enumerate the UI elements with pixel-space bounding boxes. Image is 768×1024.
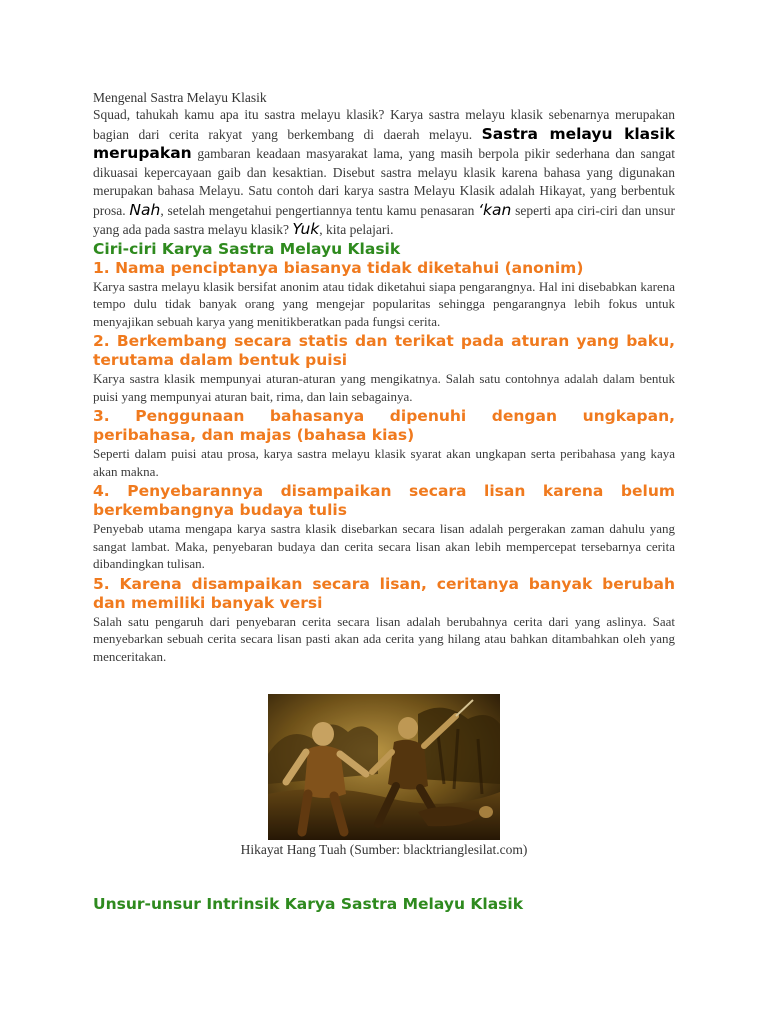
intro-text-4: seperti apa ciri-ciri dan unsur yang ada pada sastra melayu klasik? (93, 202, 675, 237)
hikayat-hang-tuah-illustration (268, 694, 500, 840)
item-heading-3: 3. Penggunaan bahasanya dipenuhi dengan ungkapan, peribahasa, dan majas (bahasa kias) (93, 407, 675, 444)
item-body-5: Salah satu pengaruh dari penyebaran cerita secara lisan adalah berubahnya cerita dari yang aslinya. Saat menyebarkan sebuah cerita secara lisan pasti akan ada cerita yang hilang atau bahkan ditambahkan oleh yang menceritakan. (93, 613, 675, 664)
section-heading-unsur-intrinsik: Unsur-unsur Intrinsik Karya Sastra Melayu Klasik (93, 895, 524, 913)
intro-emphasis-kan: ‘kan (478, 200, 512, 219)
document-body (93, 89, 675, 665)
intro-emphasis-nah: Nah (129, 200, 161, 219)
intro-emphasis-definition: Sastra melayu klasik merupakan (93, 124, 675, 162)
item-body-4: Penyebab utama mengapa karya sastra klasik disebarkan secara lisan adalah pergerakan zaman dahulu yang sangat lambat. Maka, penyebaran budaya dan cerita secara lisan akan lebih mempercepat tersebarnya cerita dibandingkan tulisan. (93, 521, 675, 571)
section-heading-ciri-ciri: Ciri-ciri Karya Sastra Melayu Klasik (93, 239, 401, 258)
item-body-3: Seperti dalam puisi atau prosa, karya sastra melayu klasik syarat akan ungkapan serta peribahasa yang kaya akan makna. (93, 446, 675, 479)
item-heading-2: 2. Berkembang secara statis dan terikat pada aturan yang baku, terutama dalam bentuk puisi (93, 332, 675, 369)
intro-paragraph (93, 106, 675, 240)
item-heading-4: 4. Penyebarannya disampaikan secara lisan karena belum berkembangnya budaya tulis (93, 482, 675, 519)
figure-caption: Hikayat Hang Tuah (Sumber: blacktrianglesilat.com) (240, 842, 528, 857)
intro-emphasis-yuk: Yuk (292, 220, 320, 238)
item-body-1: Karya sastra melayu klasik bersifat anonim atau tidak diketahui siapa pengarangnya. Hal ini disebabkan karena tempo dulu tidak banyak orang yang mengejar popularitas sehingga pengarangnya lebih fokus untuk menyajikan sebuah karya yang menitikberatkan pada fungsi cerita. (93, 278, 675, 329)
intro-text-5: , kita pelajari. (319, 222, 394, 237)
item-heading-5: 5. Karena disampaikan secara lisan, ceritanya banyak berubah dan memiliki banyak versi (93, 574, 675, 612)
intro-text-3: , setelah mengetahui pengertiannya tentu kamu penasaran (160, 202, 479, 218)
document-title: Mengenal Sastra Melayu Klasik (93, 90, 267, 105)
intro-text-1: Squad, tahukah kamu apa itu sastra melayu klasik? Karya sastra melayu klasik sebenarnya merupakan bagian dari cerita rakyat yang berkembang di daerah melayu. (93, 107, 675, 142)
item-heading-1: 1. Nama penciptanya biasanya tidak diketahui (anonim) (93, 258, 584, 277)
intro-text-2: gambaran keadaan masyarakat lama, yang masih berpola pikir sederhana dan sangat dikuasai kepercayaan gaib dan kesaktian. Disebut sastra melayu klasik karena bahasa yang digunakan merupakan bahasa Melayu. Satu contoh dari karya sastra Melayu Klasik adalah Hikayat, yang berbentuk prosa. (93, 146, 675, 218)
item-body-2: Karya sastra klasik mempunyai aturan-aturan yang mengikatnya. Salah satu contohnya adalah dalam bentuk puisi yang mempunyai aturan bait, rima, dan lain sebagainya. (93, 371, 675, 404)
